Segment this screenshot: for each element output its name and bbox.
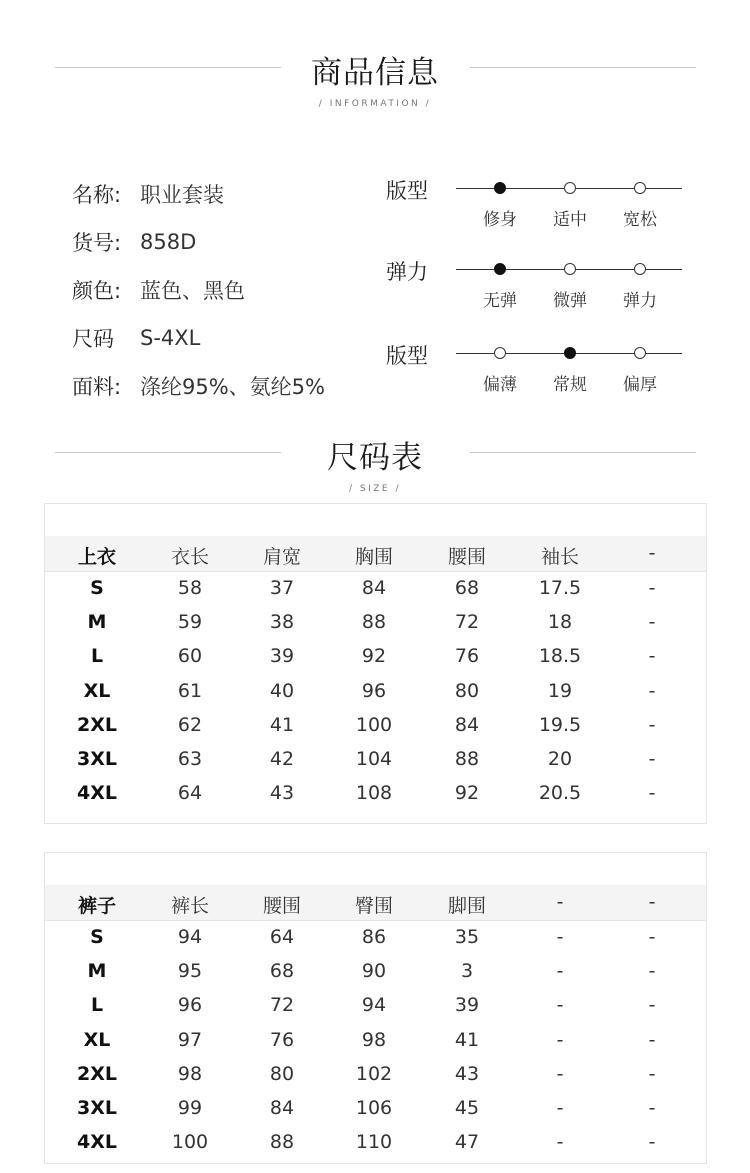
table-header-cell: 裤长 [170,895,209,917]
table-cell: 84 [269,1097,295,1119]
table-cell: 86 [361,926,387,948]
table-cell: - [648,645,656,668]
table-cell: 95 [177,960,203,983]
table-cell: 41 [269,713,295,736]
size-section-header [0,425,750,505]
table-cell: - [648,1131,656,1154]
scale-option: 修身 [483,210,517,230]
table-cell: 72 [454,611,480,634]
table-cell: 39 [454,994,480,1017]
table-cell: 108 [355,782,393,805]
scale-dot-selected [494,263,506,275]
table-header-cell: - [648,891,656,913]
table-cell: 40 [269,679,295,702]
table-cell: - [556,1028,564,1051]
info-value: 858D [140,230,197,254]
table-header-cell: 衣长 [170,546,209,568]
table-header-cell: 裤子 [77,895,116,917]
table-row-size: XL [83,1028,111,1051]
info-key: 面料: [72,375,122,399]
table-header-cell: - [556,891,564,913]
table-cell: 64 [269,926,295,948]
table-cell: - [648,1028,656,1051]
table-cell: - [556,1062,564,1085]
table-row-size: M [87,960,107,983]
info-value: 涤纶95%、氨纶5% [140,375,325,399]
scale-option: 偏薄 [483,375,517,395]
scale-label: 弹力 [386,260,428,284]
table-cell: 18 [547,611,573,634]
table-cell: 100 [355,713,393,736]
info-section-title: 商品信息 [311,55,439,91]
table-cell: - [648,994,656,1017]
table-cell: 106 [355,1097,393,1119]
info-key: 颜色: [72,279,122,303]
table-cell: 99 [177,1097,203,1119]
table-row-size: 4XL [77,1131,117,1154]
scale-dot-selected [564,347,576,359]
table-cell: 100 [171,1131,209,1154]
table-header-cell: 胸围 [354,546,393,568]
table-cell: 20.5 [538,782,582,805]
table-header-cell: 袖长 [540,546,579,568]
table-cell: 61 [177,679,203,702]
table-cell: 41 [454,1028,480,1051]
table-header-cell: 臀围 [354,895,393,917]
product-info-list [72,170,325,410]
table-cell: 59 [177,611,203,634]
info-value: S-4XL [140,326,201,350]
scale-option: 宽松 [623,210,657,230]
table-cell: - [648,782,656,805]
table-header-cell: - [648,542,656,564]
info-section-subtitle: / INFORMATION / [318,99,432,109]
table-cell: 98 [177,1062,203,1085]
table-cell: 96 [361,679,387,702]
table-cell: 88 [454,748,480,770]
table-cell: 45 [454,1097,480,1119]
table-cell: 84 [361,577,387,599]
scale-dot [634,263,646,275]
table-cell: 39 [269,645,295,668]
table-header-cell: 肩宽 [262,546,301,568]
info-row-fabric [72,362,325,410]
table-cell: 68 [269,960,295,983]
table-cell: 68 [454,577,480,599]
table-cell: - [648,611,656,634]
size-table-pants [44,852,707,1164]
info-value: 蓝色、黑色 [140,279,245,303]
table-cell: - [648,713,656,736]
info-key: 名称: [72,183,122,207]
table-cell: 64 [177,782,203,805]
info-section-header [0,40,750,120]
info-row-name [72,170,325,218]
table-cell: 92 [454,782,480,805]
scale-option: 弹力 [623,291,657,311]
table-cell: 58 [177,577,203,599]
table-cell: 62 [177,713,203,736]
scale-2 [386,340,696,410]
table-row-size: 2XL [77,713,117,736]
scale-0 [386,175,696,245]
table-cell: 84 [454,713,480,736]
info-value: 职业套装 [140,183,224,207]
table-cell: 35 [454,926,480,948]
size-table-top [44,503,707,824]
scale-label: 版型 [386,179,428,203]
table-cell: 43 [269,782,295,805]
table-header-cell: 腰围 [262,895,301,917]
info-row-size [72,314,325,362]
table-cell: - [648,679,656,702]
table-cell: 38 [269,611,295,634]
table-cell: - [556,1131,564,1154]
table-row-size: L [90,645,104,668]
scale-option: 常规 [553,375,587,395]
table-cell: 20 [547,748,573,770]
table-cell: 98 [361,1028,387,1051]
scale-dot [564,263,576,275]
table-cell: 96 [177,994,203,1017]
scale-option: 适中 [553,210,587,230]
scale-label: 版型 [386,344,428,368]
table-cell: 37 [269,577,295,599]
table-header-cell: 腰围 [447,546,486,568]
info-key: 尺码 [72,327,114,351]
info-key: 货号: [72,231,122,255]
table-row-size: 2XL [77,1062,117,1085]
table-cell: 47 [454,1131,480,1154]
table-cell: 18.5 [538,645,582,668]
info-row-sku [72,218,325,266]
table-cell: 72 [269,994,295,1017]
scale-dot-selected [494,182,506,194]
table-cell: 94 [361,994,387,1017]
table-cell: 90 [361,960,387,983]
table-cell: - [556,1097,564,1119]
table-row-size: S [90,926,104,948]
scale-dot [494,347,506,359]
table-cell: - [648,960,656,983]
table-cell: - [556,960,564,983]
info-row-color [72,266,325,314]
table-row-size: S [90,577,104,599]
table-row-size: M [87,611,107,634]
scale-dot [634,347,646,359]
table-cell: 3 [460,960,474,983]
size-section-subtitle: / SIZE / [348,484,401,494]
table-row-size: L [90,994,104,1017]
scale-1 [386,256,696,326]
table-cell: 88 [269,1131,295,1154]
table-cell: 97 [177,1028,203,1051]
table-cell: 76 [454,645,480,668]
table-cell: 19.5 [538,713,582,736]
table-cell: 104 [355,748,393,770]
table-cell: - [648,1062,656,1085]
table-cell: - [648,577,656,599]
table-cell: - [648,926,656,948]
table-cell: 60 [177,645,203,668]
table-row-size: XL [83,679,111,702]
table-cell: - [556,926,564,948]
table-row-size: 3XL [77,1097,117,1119]
table-cell: 76 [269,1028,295,1051]
table-cell: - [556,994,564,1017]
table-cell: 80 [454,679,480,702]
table-cell: 80 [269,1062,295,1085]
table-cell: 19 [547,679,573,702]
scale-option: 微弹 [553,291,587,311]
scale-dot [634,182,646,194]
table-cell: 42 [269,748,295,770]
table-header-cell: 上衣 [77,546,116,568]
table-cell: 17.5 [538,577,582,599]
scale-option: 无弹 [483,291,517,311]
table-cell: 110 [355,1131,393,1154]
table-row-size: 3XL [77,748,117,770]
table-cell: 63 [177,748,203,770]
table-cell: 43 [454,1062,480,1085]
table-row-size: 4XL [77,782,117,805]
table-header-cell: 脚围 [447,895,486,917]
table-cell: 94 [177,926,203,948]
size-section-title: 尺码表 [327,440,423,476]
scale-dot [564,182,576,194]
scale-option: 偏厚 [623,375,657,395]
table-cell: - [648,1097,656,1119]
table-cell: 92 [361,645,387,668]
table-cell: 102 [355,1062,393,1085]
table-cell: - [648,748,656,770]
table-cell: 88 [361,611,387,634]
